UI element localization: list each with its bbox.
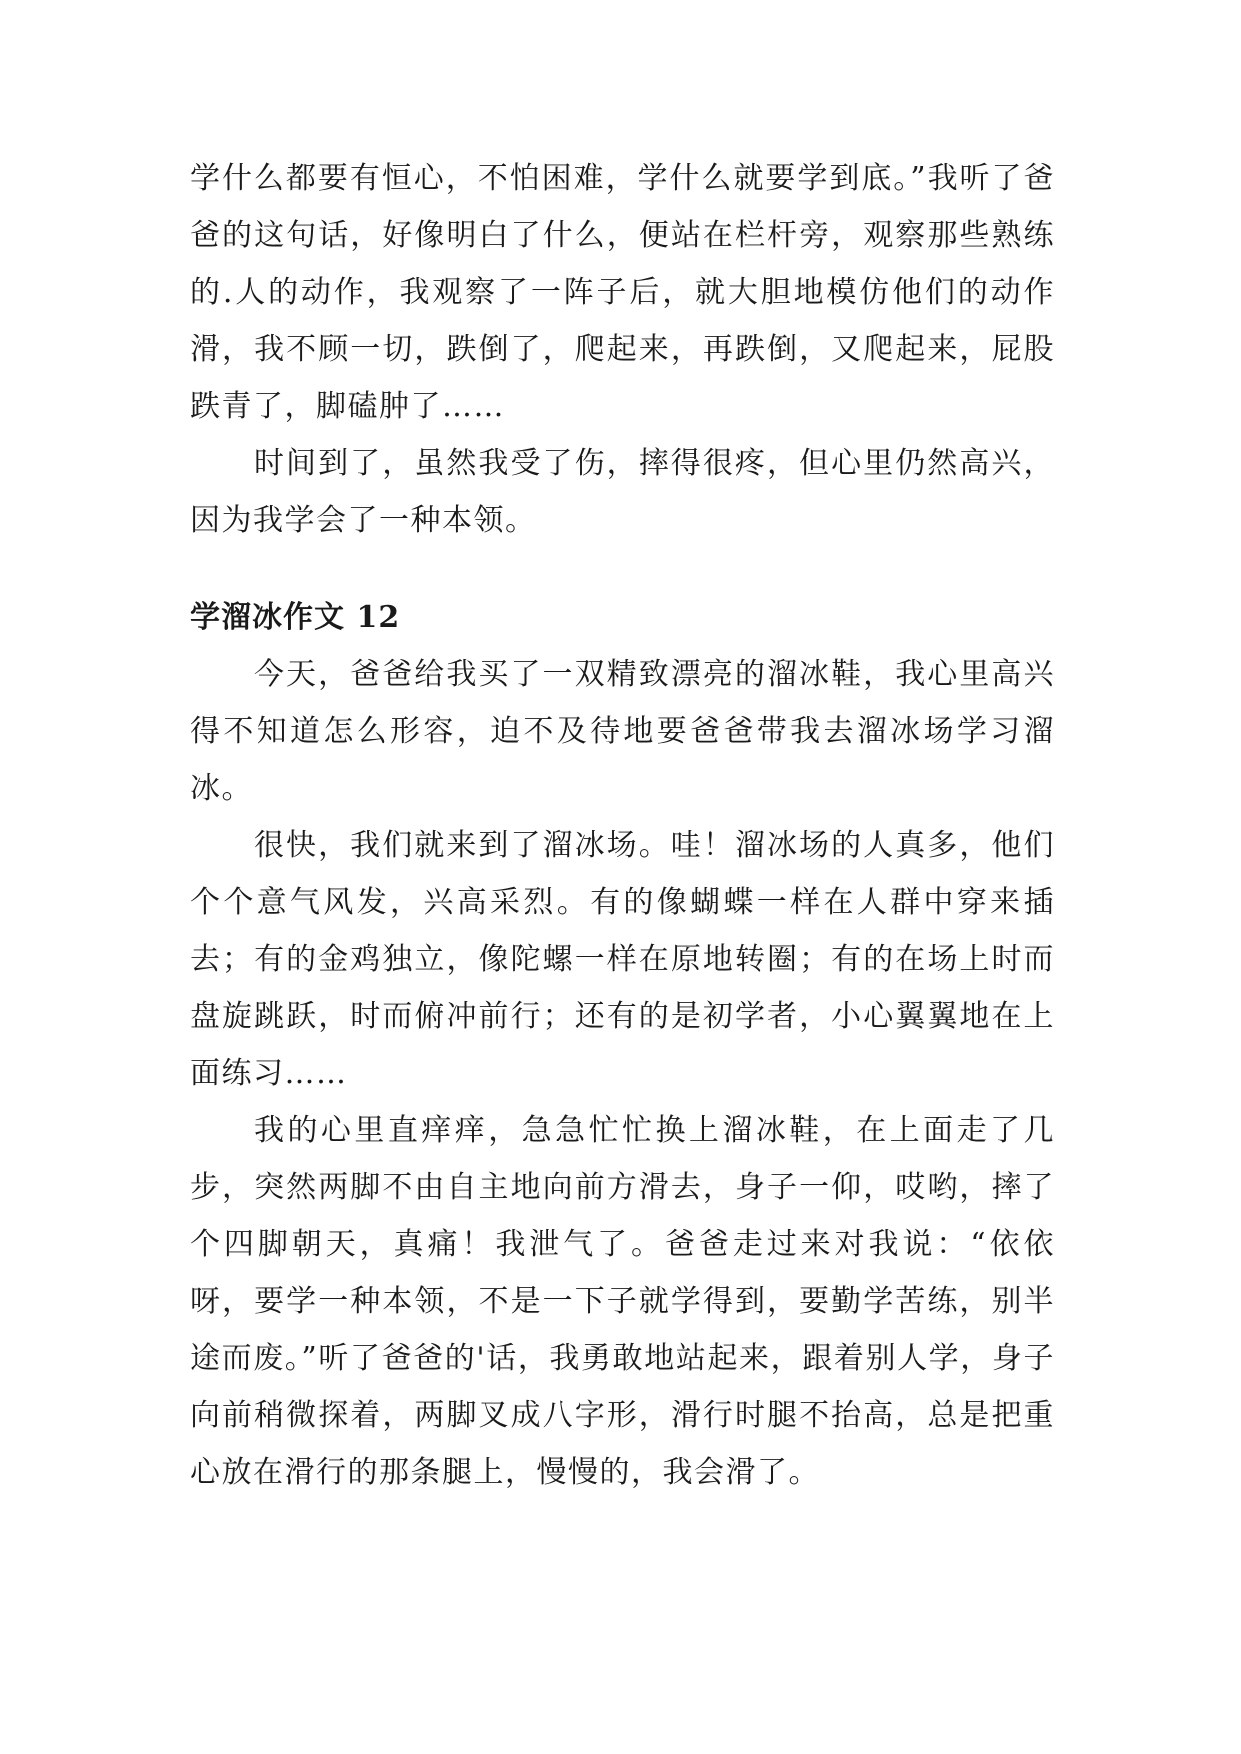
paragraph-learning: 我的心里直痒痒，急急忙忙换上溜冰鞋，在上面走了几步，突然两脚不由自主地向前方滑去，身子一仰，哎哟，摔了个四脚朝天，真痛！我泄气了。爸爸走过来对我说：“依依呀，要学一种本领，不是一下子就学得到，要勤学苦练，别半途而废。”听了爸爸的'话，我勇敢地站起来，跟着别人学，身子向前稍微探着，两脚叉成八字形，滑行时腿不抬高，总是把重心放在滑行的那条腿上，慢慢的，我会滑了。 xyxy=(190,1113,1055,1490)
paragraph-rink-scene: 很快，我们就来到了溜冰场。哇！溜冰场的人真多，他们个个意气风发，兴高采烈。有的像蝴蝶一样在人群中穿来插去；有的金鸡独立，像陀螺一样在原地转圈；有的在场上时而盘旋跳跃，时而俯冲前行；还有的是初学者，小心翼翼地在上面练习…… xyxy=(190,828,1055,1091)
paragraph-conclusion: 时间到了，虽然我受了伤，摔得很疼，但心里仍然高兴，因为我学会了一种本领。 xyxy=(190,446,1055,538)
paragraph-continuation: 学什么都要有恒心，不怕困难，学什么就要学到底。”我听了爸爸的这句话，好像明白了什么，便站在栏杆旁，观察那些熟练的.人的动作，我观察了一阵子后，就大胆地模仿他们的动作滑，我不顾一切，跌倒了，爬起来，再跌倒，又爬起来，屁股跌青了，脚磕肿了…… xyxy=(190,161,1055,424)
section-title: 学溜冰作文 12 xyxy=(190,600,401,635)
document-page xyxy=(190,150,1055,1501)
paragraph-intro: 今天，爸爸给我买了一双精致漂亮的溜冰鞋，我心里高兴得不知道怎么形容，迫不及待地要爸爸带我去溜冰场学习溜冰。 xyxy=(190,657,1055,806)
